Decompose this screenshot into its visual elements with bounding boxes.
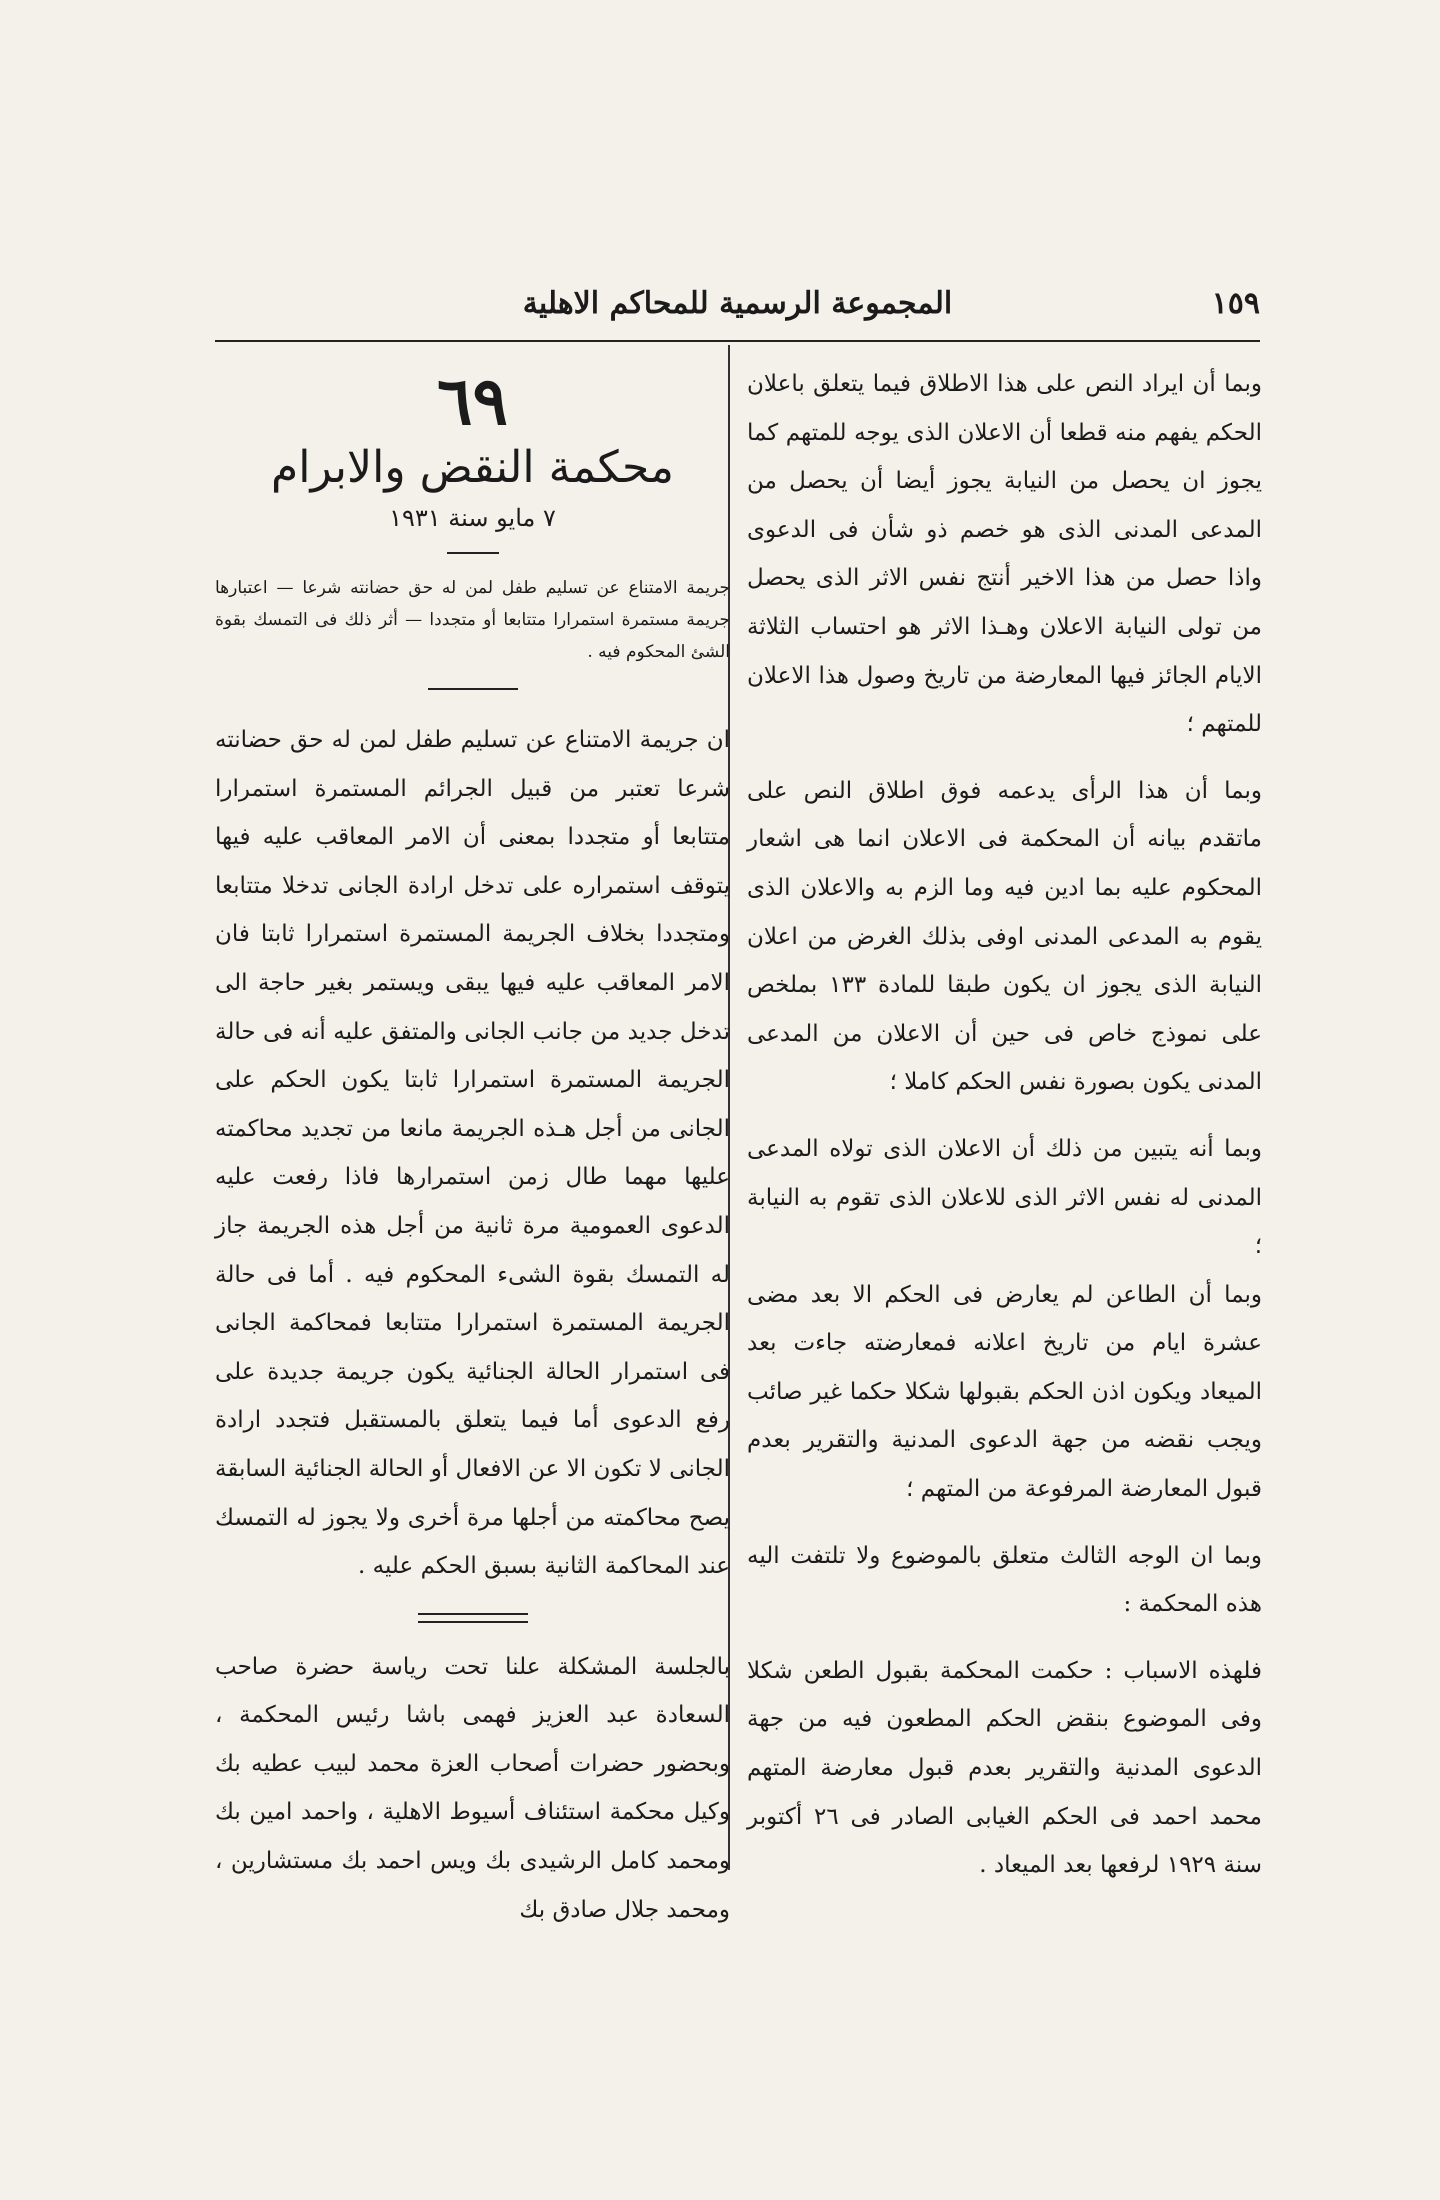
ruling-paragraph: فلهذه الاسباب : حكمت المحكمة بقبول الطعن شكلا وفى الموضوع بنقض الحكم المطعون فيه من جهة الدعوى المدنية والتقرير بعدم قبول معارضة المتهم محمد احمد فى الحكم الغيابى الصادر فى ٢٦ أكتوبر سنة ١٩٢٩ لرفعها بعد الميعاد . — [747, 1657, 1262, 1879]
section-rule — [428, 688, 518, 690]
legal-principle: ان جريمة الامتناع عن تسليم طفل لمن له حق حضانته شرعا تعتبر من قبيل الجرائم المستمرة استمرارا متتابعا أو متجددا بمعنى أن الامر المعاقب عليه فيها يتوقف استمراره على تدخل ارادة الجانى تدخلا متتابعا ومتجددا بخلاف الجريمة المستمرة استمرارا ثابتا فان الامر المعاقب عليه فيها يبقى ويستمر بغير حاجة الى تدخل جديد من جانب الجانى والمتفق عليه أنه فى حالة الجريمة المستمرة استمرارا ثابتا يكون الحكم على الجانى من أجل هـذه الجريمة مانعا من تجديد محاكمته عليها مهما طال زمن استمرارها فاذا رفعت عليه الدعوى العمومية مرة ثانية من أجل هذه الجريمة جاز له التمسك بقوة الشىء المحكوم فيه . أما فى حالة الجريمة المستمرة استمرارا متتابعا فمحاكمة الجانى فى استمرار الحالة الجنائية يكون جريمة جديدة على رفع الدعوى أما فيما يتعلق بالمستقبل فتجدد ارادة الجانى لا تكون الا عن الافعال أو الحالة الجنائية السابقة يصح محاكمته من أجلها مرة أخرى ولا يجوز له التمسك عند المحاكمة الثانية بسبق الحكم عليه . — [215, 727, 730, 1580]
short-rule — [447, 552, 499, 554]
paragraph: وبما ان الوجه الثالث متعلق بالموضوع ولا تلتفت اليه هذه المحكمة : — [747, 1542, 1262, 1618]
page-number: ١٥٩ — [1211, 286, 1260, 321]
paragraph: وبما أن الطاعن لم يعارض فى الحكم الا بعد مضى عشرة ايام من تاريخ اعلانه فمعارضته جاءت بعد الميعاد ويكون اذن الحكم بقبولها شكلا حكما غير صائب ويجب نقضه من جهة الدعوى المدنية والتقرير بعدم قبول المعارضة المرفوعة من المتهم ؛ — [747, 1281, 1262, 1503]
paragraph-gap — [747, 1629, 1262, 1647]
paragraph: وبما أنه يتبين من ذلك أن الاعلان الذى تولاه المدعى المدنى له نفس الاثر الذى للاعلان الذى تقوم به النيابة ؛ — [747, 1135, 1262, 1260]
paragraph-gap — [747, 749, 1262, 767]
case-number: ٦٩ — [437, 362, 508, 440]
paragraph-gap — [747, 1514, 1262, 1532]
case-summary: جريمة الامتناع عن تسليم طفل لمن له حق حضانته شرعا — اعتبارها جريمة مستمرة استمرارا متتابعا أو متجددا — أثر ذلك فى التمسك بقوة الشئ المحكوم فيه . — [215, 578, 730, 662]
session-info: بالجلسة المشكلة علنا تحت رياسة حضرة صاحب السعادة عبد العزيز فهمى باشا رئيس المحكمة ، وبحضور حضرات أصحاب العزة محمد لبيب عطيه بك وكيل محكمة استئناف أسيوط الاهلية ، واحمد امين بك ومحمد كامل الرشيدى بك ويس احمد بك مستشارين ، ومحمد جلال صادق بك — [215, 1653, 730, 1923]
paragraph: وبما أن ايراد النص على هذا الاطلاق فيما يتعلق باعلان الحكم يفهم منه قطعا أن الاعلان الذى يوجه للمتهم كما يجوز ان يحصل من النيابة يجوز أيضا أن يحصل من المدعى المدنى الذى هو خصم ذو شأن فى الدعوى واذا حصل من هذا الاخير أنتج نفس الاثر الذى يحصل من تولى النيابة الاعلان وهـذا الاثر هو احتساب الثلاثة الايام الجائز فيها المعارضة من تاريخ وصول هذا الاعلان للمتهم ؛ — [747, 371, 1262, 738]
left-column — [215, 360, 730, 1934]
running-header — [215, 286, 1260, 330]
paragraph-gap — [747, 1107, 1262, 1125]
header-rule — [215, 340, 1260, 342]
right-column — [747, 360, 1262, 1890]
paragraph: وبما أن هذا الرأى يدعمه فوق اطلاق النص على ماتقدم بيانه أن المحكمة فى الاعلان انما هى اشعار المحكوم عليه بما ادين فيه وما الزم به والاعلان الذى يقوم به المدعى المدنى اوفى بذلك الغرض من اعلان النيابة الذى يجوز ان يكون طبقا للمادة ١٣٣ بملخص على نموذج خاص فى حين أن الاعلان من المدعى المدنى يكون بصورة نفس الحكم كاملا ؛ — [747, 777, 1263, 1096]
running-title: المجموعة الرسمية للمحاكم الاهلية — [522, 286, 953, 321]
double-rule — [418, 1613, 528, 1623]
session-date: ٧ مايو سنة ١٩٣١ — [389, 504, 556, 532]
court-name: محكمة النقض والابرام — [271, 442, 674, 493]
